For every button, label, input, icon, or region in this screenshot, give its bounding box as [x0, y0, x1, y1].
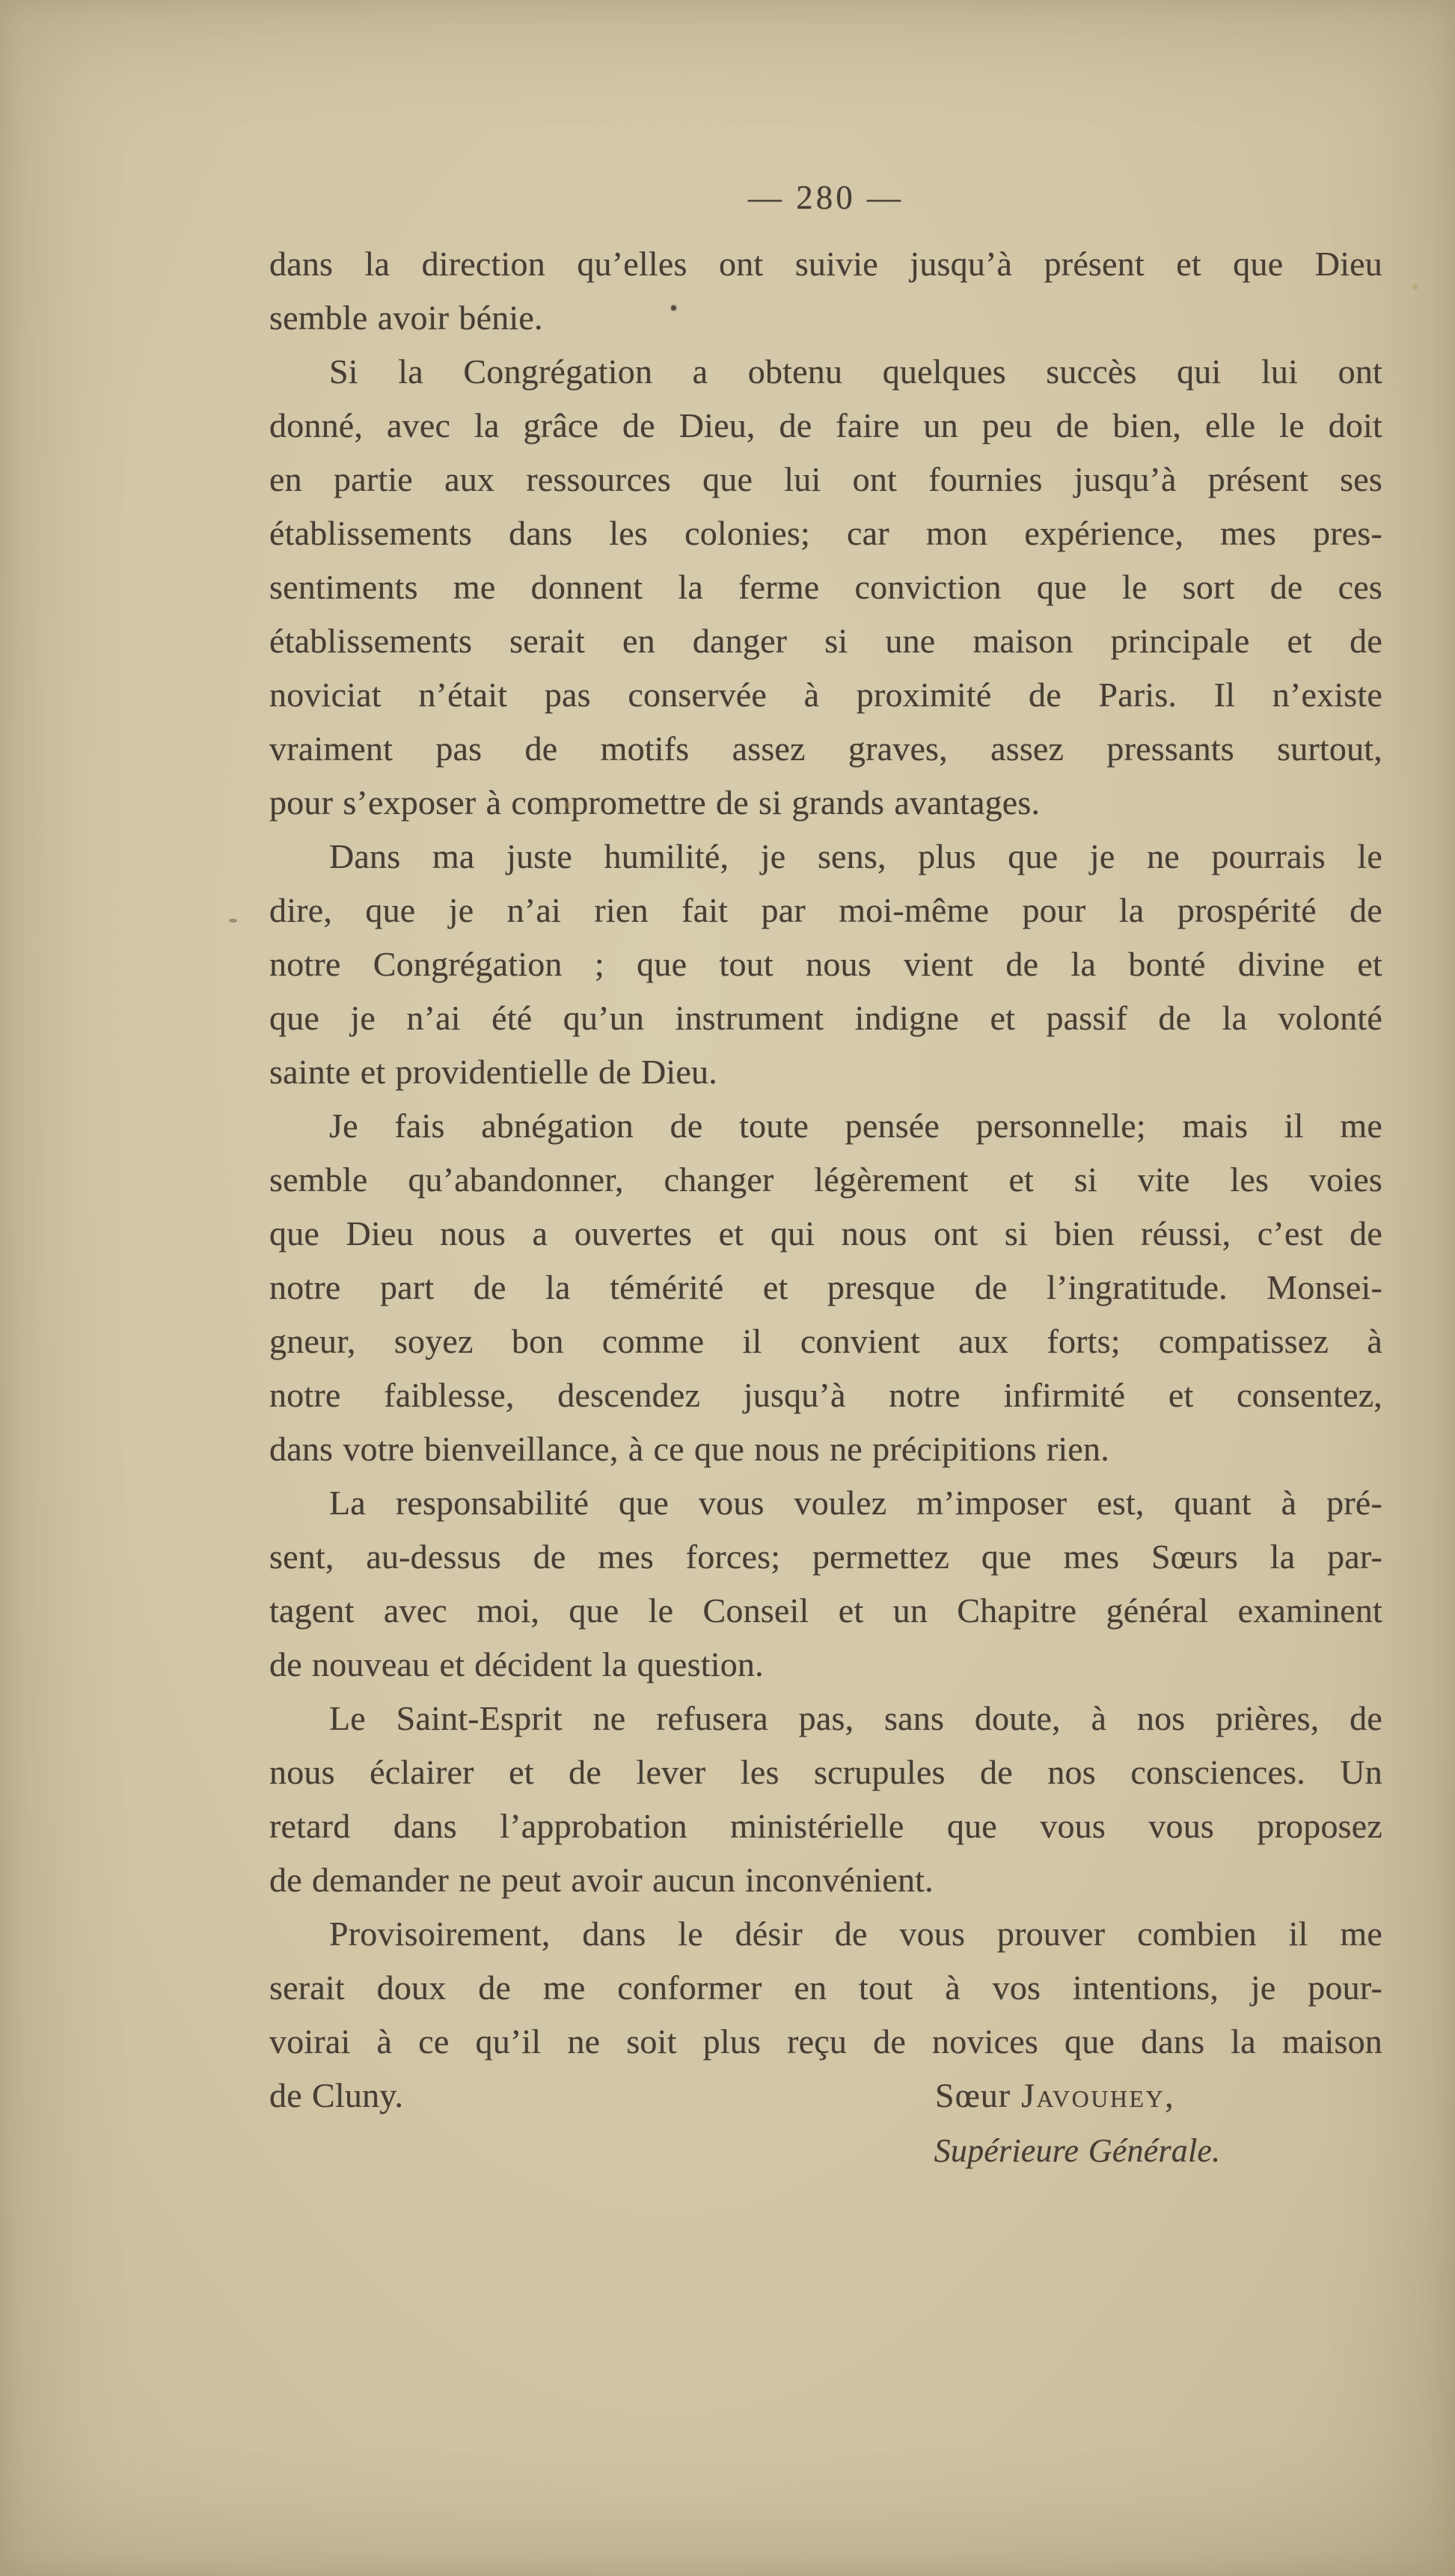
text-line: notre part de la témérité et presque de l’ingratitude. Monsei- — [269, 1268, 1382, 1306]
text-line: semble qu’abandonner, changer légèrement et si vite les voies — [269, 1160, 1382, 1199]
text-line: dans la direction qu’elles ont suivie jusqu’à présent et que Dieu — [269, 245, 1382, 283]
signature-title-row — [269, 2123, 1382, 2176]
text-line: donné, avec la grâce de Dieu, de faire un peu de bien, elle le doit — [269, 406, 1382, 444]
text-line: de nouveau et décident la question. — [269, 1645, 764, 1683]
letter-lines — [269, 237, 1382, 2069]
signature-title: Supérieure Générale. — [934, 2132, 1221, 2169]
page-number: — 280 — — [748, 179, 904, 216]
text-line: dire, que je n’ai rien fait par moi-même pour la prospérité de — [269, 891, 1382, 929]
text-line: semble avoir bénie. — [269, 299, 543, 337]
text-line: serait doux de me conformer en tout à vos intentions, je pour- — [269, 1968, 1382, 2007]
text-line: pour s’exposer à compromettre de si grands avantages. — [269, 783, 1041, 822]
text-line: vraiment pas de motifs assez graves, assez pressants surtout, — [269, 729, 1382, 768]
text-line: voirai à ce qu’il ne soit plus reçu de novices que dans la maison — [269, 2022, 1382, 2061]
signature-name-comma: , — [1165, 2076, 1174, 2114]
signature-name — [935, 2069, 1174, 2123]
text-line: Je fais abnégation de toute pensée personnelle; mais il me — [329, 1107, 1382, 1145]
signature-name-prefix: Sœur — [935, 2076, 1022, 2114]
ink-speck — [229, 919, 237, 923]
signature-row — [269, 2069, 1382, 2123]
paper-speck — [1412, 284, 1418, 290]
text-line: tagent avec moi, que le Conseil et un Chapitre général examinent — [269, 1591, 1382, 1630]
text-line: La responsabilité que vous voulez m’imposer est, quant à pré- — [329, 1484, 1382, 1522]
text-line: Le Saint-Esprit ne refusera pas, sans doute, à nos prières, de — [329, 1699, 1382, 1737]
text-line: de demander ne peut avoir aucun inconvénient. — [269, 1861, 934, 1899]
text-line: Dans ma juste humilité, je sens, plus que je ne pourrais le — [329, 837, 1382, 875]
text-line: nous éclairer et de lever les scrupules de nos consciences. Un — [269, 1753, 1382, 1791]
text-line: établissements serait en danger si une maison principale et de — [269, 622, 1382, 660]
text-line: que Dieu nous a ouvertes et qui nous ont si bien réussi, c’est de — [269, 1214, 1382, 1252]
text-line: que je n’ai été qu’un instrument indigne et passif de la volonté — [269, 999, 1382, 1037]
text-line: sainte et providentielle de Dieu. — [269, 1053, 717, 1091]
text-line: en partie aux ressources que lui ont fournies jusqu’à présent ses — [269, 460, 1382, 498]
text-line: sent, au-dessus de mes forces; permettez que mes Sœurs la par- — [269, 1538, 1382, 1576]
closing-place: de Cluny. — [269, 2076, 404, 2114]
letter-body — [269, 237, 1382, 2176]
text-line: établissements dans les colonies; car mon expérience, mes pres- — [269, 514, 1382, 552]
text-line: Provisoirement, dans le désir de vous prouver combien il me — [329, 1915, 1382, 1953]
signature-name-smallcaps: Javouhey — [1021, 2076, 1165, 2114]
text-line: notre Congrégation ; que tout nous vient de la bonté divine et — [269, 945, 1382, 983]
text-line: sentiments me donnent la ferme conviction que le sort de ces — [269, 568, 1382, 606]
text-line: retard dans l’approbation ministérielle que vous vous proposez — [269, 1807, 1382, 1845]
text-line: Si la Congrégation a obtenu quelques succès qui lui ont — [329, 352, 1382, 391]
text-line: dans votre bienveillance, à ce que nous ne précipitions rien. — [269, 1430, 1109, 1468]
text-line: notre faiblesse, descendez jusqu’à notre infirmité et consentez, — [269, 1376, 1382, 1414]
text-line: noviciat n’était pas conservée à proximité de Paris. Il n’existe — [269, 676, 1382, 714]
text-line: gneur, soyez bon comme il convient aux forts; compatissez à — [269, 1322, 1382, 1360]
